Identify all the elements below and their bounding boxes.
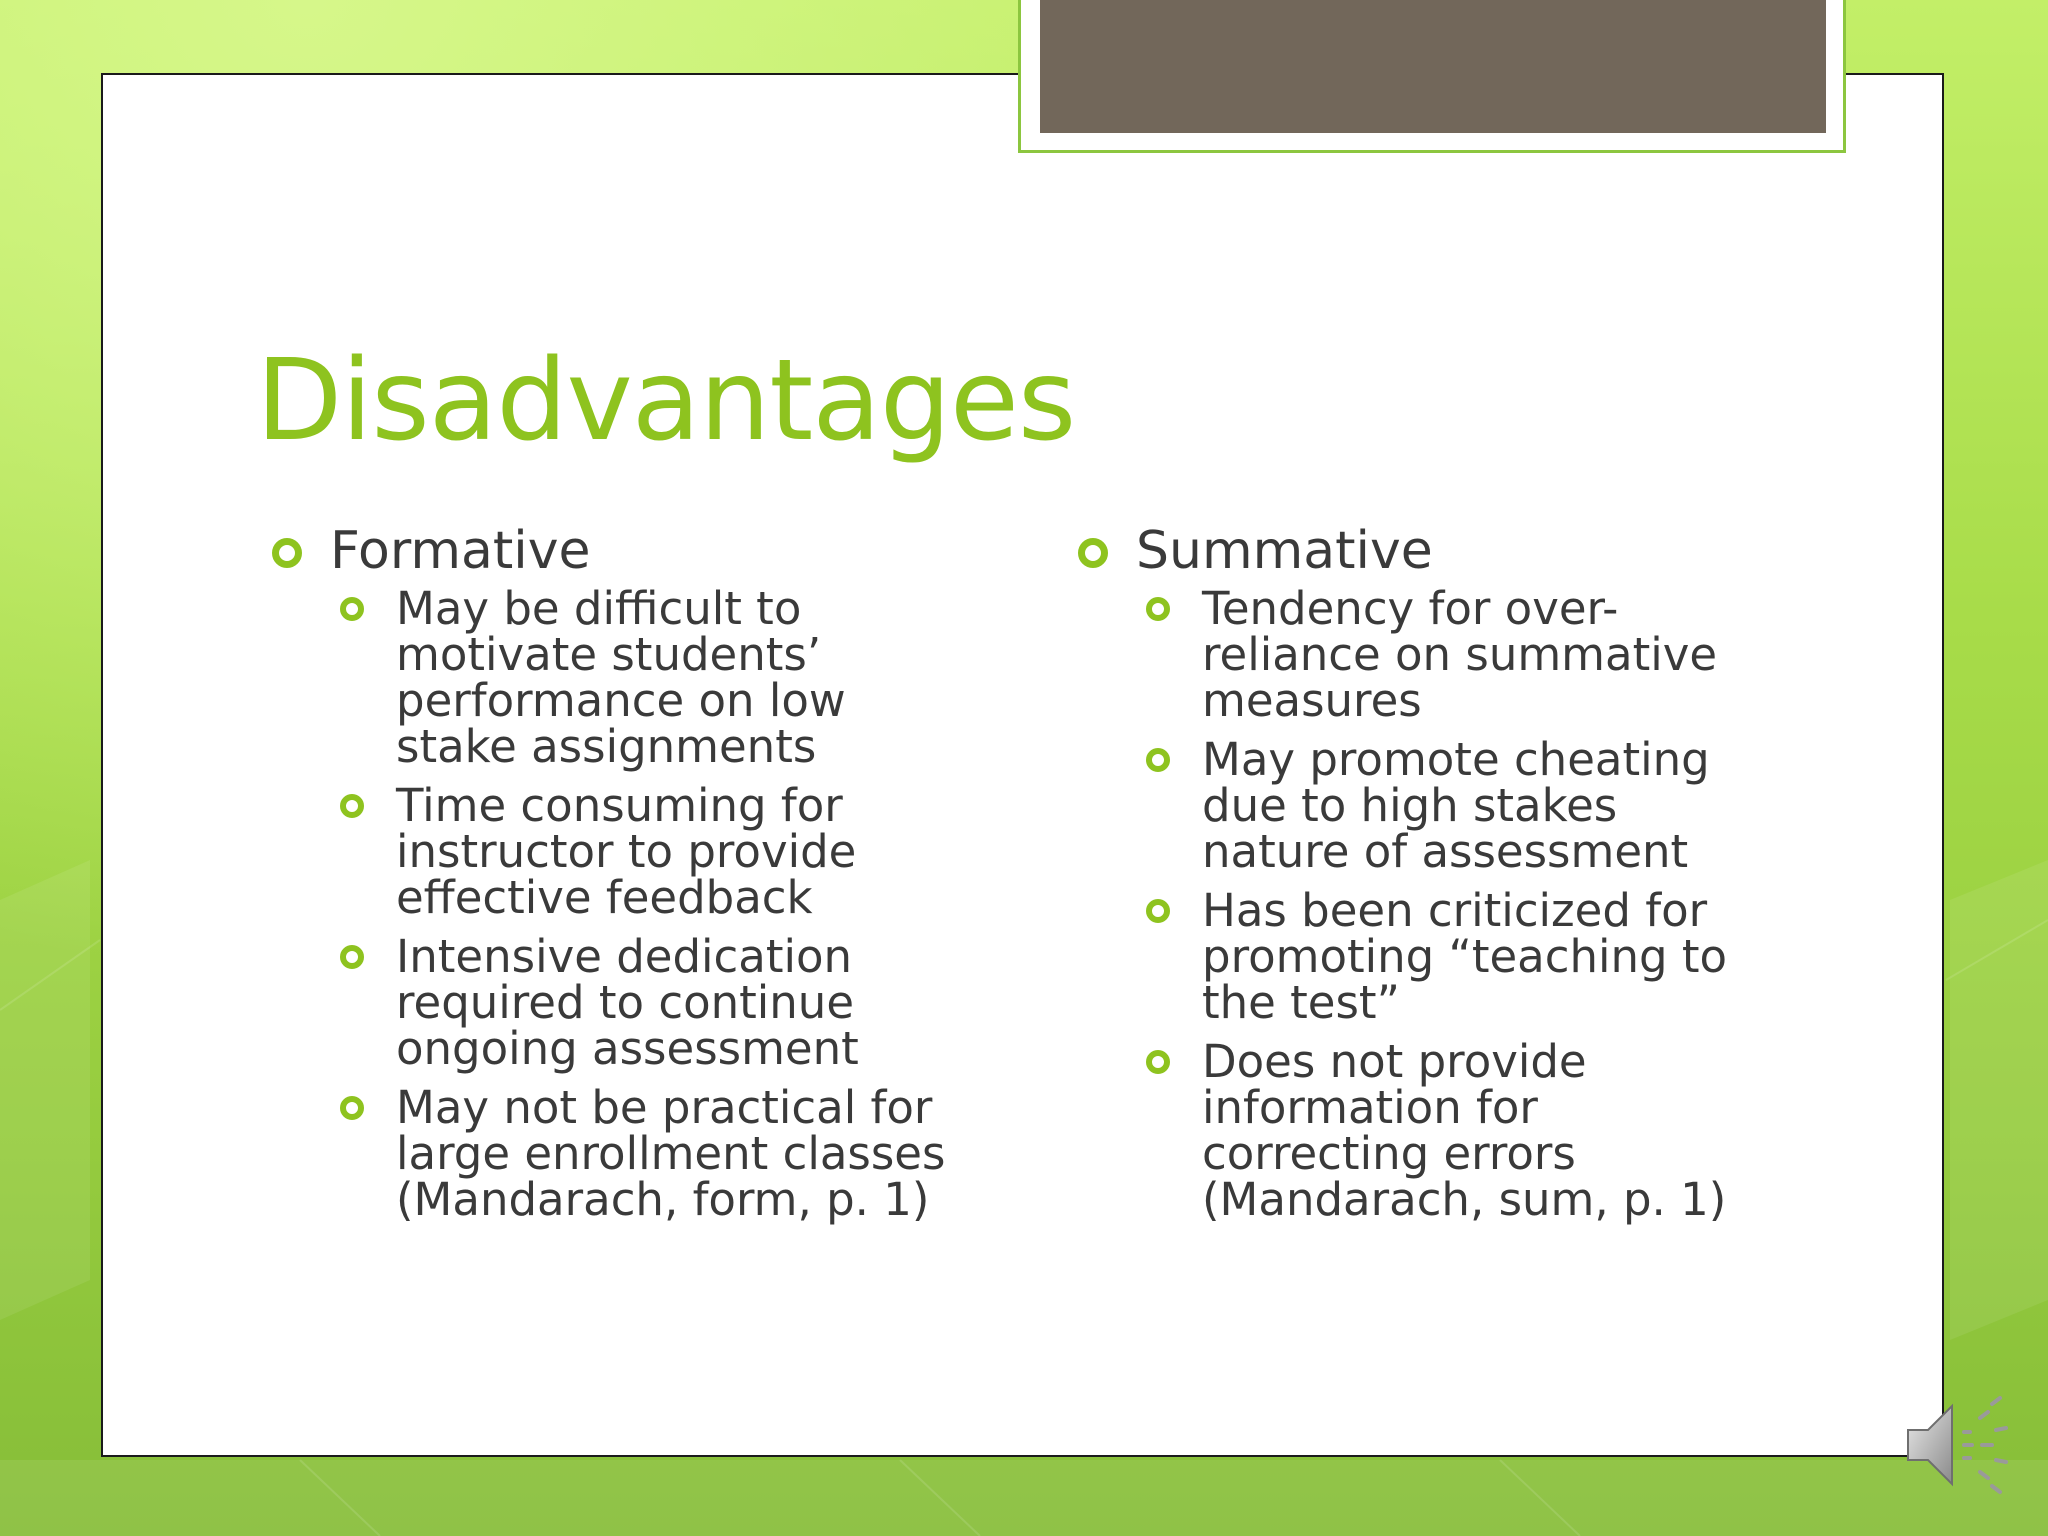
summative-list	[1074, 582, 1814, 1226]
ring-bullet-icon	[1146, 597, 1170, 621]
formative-heading-text: Formative	[330, 521, 591, 581]
ring-bullet-icon	[1146, 748, 1170, 772]
slide-title: Disadvantages	[256, 336, 1076, 466]
ring-bullet-icon	[340, 1096, 364, 1120]
list-item-text: Tendency for over- reliance on summative measures	[1202, 582, 1718, 727]
ring-bullet-icon	[340, 794, 364, 818]
summative-column	[1074, 520, 1814, 1236]
ring-bullet-icon	[1146, 1050, 1170, 1074]
list-item-text: Time consuming for instructor to provide effective feedback	[396, 779, 857, 924]
list-item-text: Has been criticized for promoting “teaching to the test”	[1202, 884, 1728, 1029]
formative-heading	[268, 520, 1008, 582]
formative-list	[268, 582, 1008, 1226]
list-item	[268, 930, 1008, 1075]
list-item-text: May not be practical for large enrollment classes (Mandarach, form, p. 1)	[396, 1081, 946, 1226]
list-item-text: May promote cheating due to high stakes nature of assessment	[1202, 733, 1710, 878]
list-item	[268, 582, 1008, 773]
header-tab-fill	[1040, 0, 1826, 133]
ring-bullet-icon	[272, 538, 302, 568]
list-item-text: Intensive dedication required to continue ongoing assessment	[396, 930, 859, 1075]
list-item-text: Does not provide information for correcting errors (Mandarach, sum, p. 1)	[1202, 1035, 1727, 1226]
list-item	[1074, 733, 1814, 878]
speaker-icon[interactable]	[1900, 1390, 2010, 1500]
list-item	[1074, 884, 1814, 1029]
summative-heading-text: Summative	[1136, 521, 1433, 581]
ring-bullet-icon	[340, 597, 364, 621]
list-item	[1074, 1035, 1814, 1226]
ring-bullet-icon	[1146, 899, 1170, 923]
list-item-text: May be difficult to motivate students’ performance on low stake assignments	[396, 582, 846, 773]
list-item	[268, 779, 1008, 924]
formative-column	[268, 520, 1008, 1236]
ring-bullet-icon	[340, 945, 364, 969]
ring-bullet-icon	[1078, 538, 1108, 568]
summative-heading	[1074, 520, 1814, 582]
list-item	[268, 1081, 1008, 1226]
list-item	[1074, 582, 1814, 727]
